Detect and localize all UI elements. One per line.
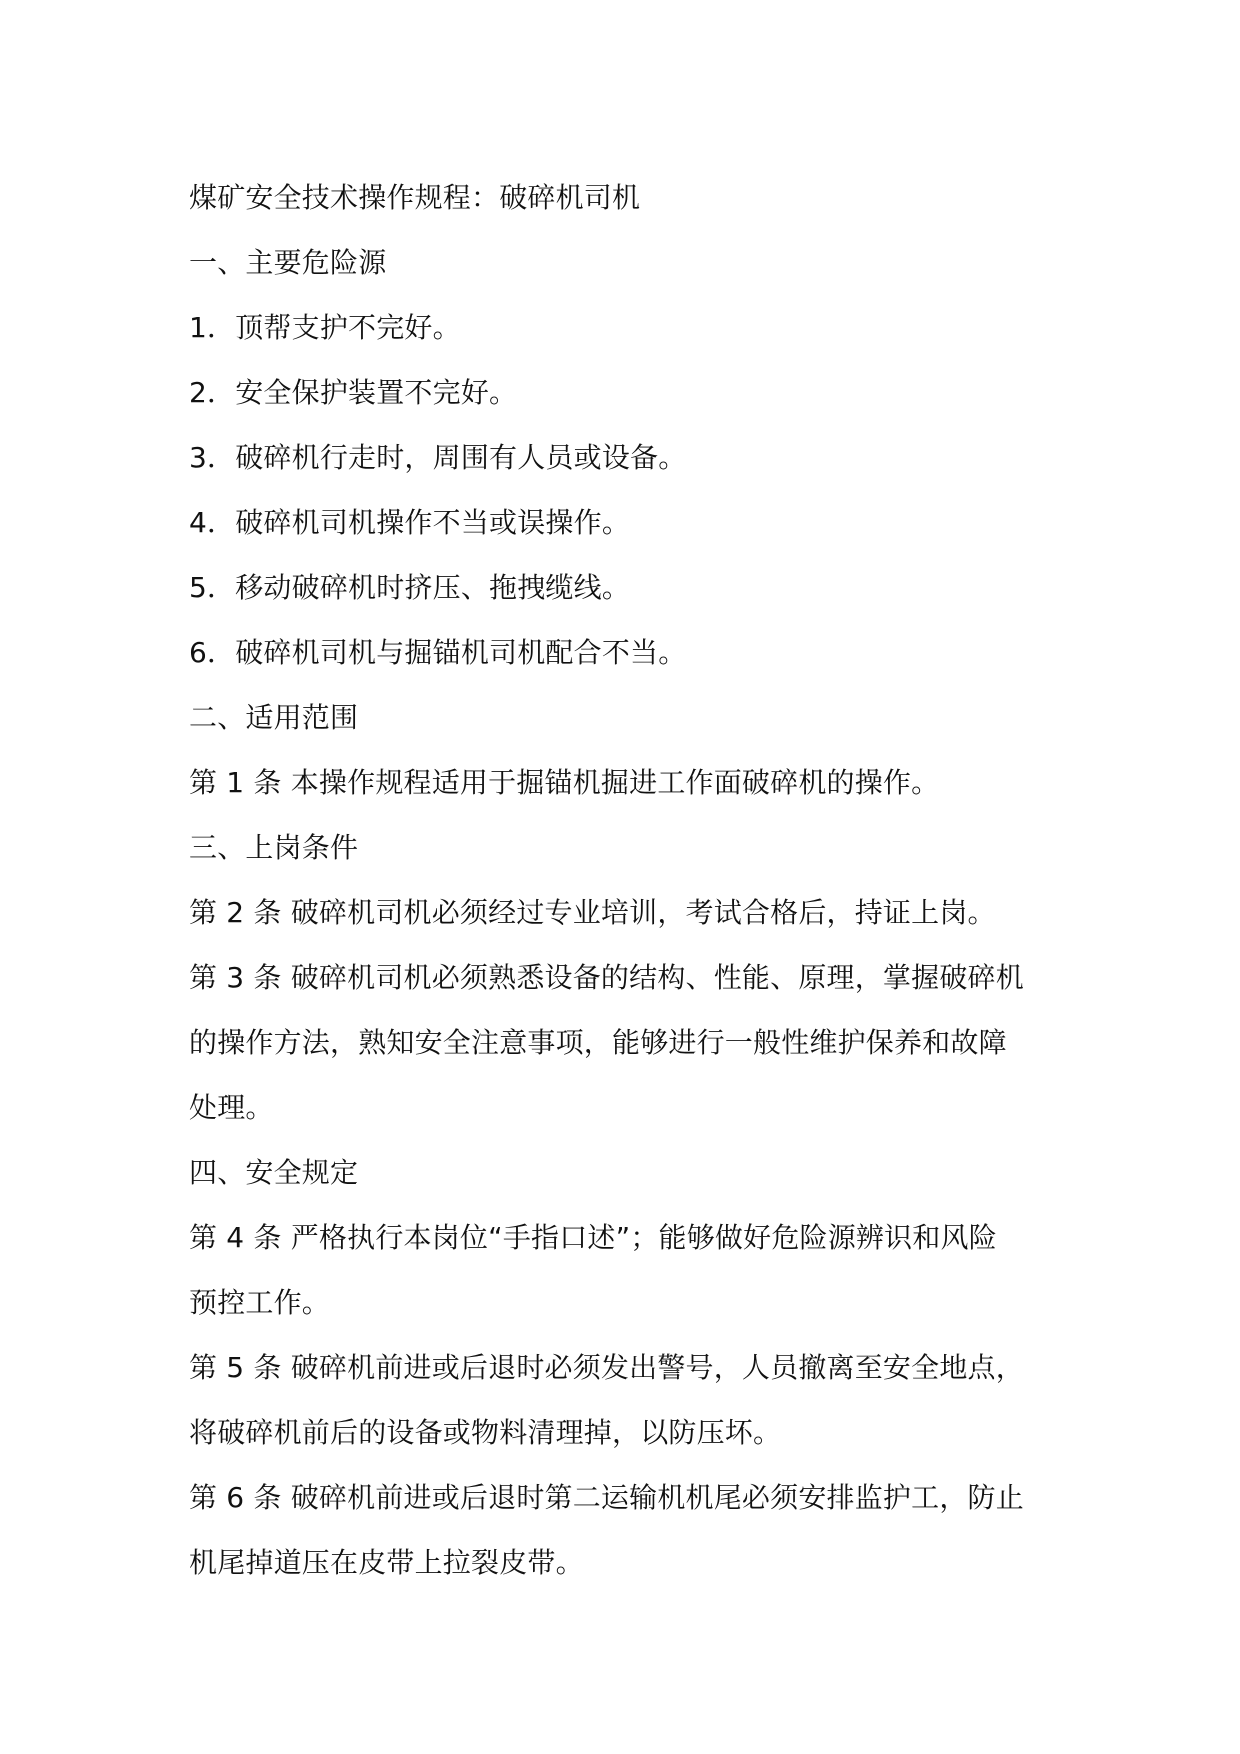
section-heading-hazards: 一、主要危险源 bbox=[189, 246, 387, 279]
section-heading-scope: 二、适用范围 bbox=[189, 701, 359, 734]
article-3-line-3: 处理。 bbox=[189, 1091, 274, 1124]
article-4-line-1: 第 4 条 严格执行本岗位“手指口述”；能够做好危险源辨识和风险 bbox=[189, 1221, 997, 1254]
document-title: 煤矿安全技术操作规程：破碎机司机 bbox=[189, 181, 641, 214]
article-6-line-1: 第 6 条 破碎机前进或后退时第二运输机机尾必须安排监护工，防止 bbox=[189, 1481, 1024, 1514]
list-item: 2．安全保护装置不完好。 bbox=[189, 376, 518, 409]
list-item: 5．移动破碎机时挤压、拖拽缆线。 bbox=[189, 571, 631, 604]
article-5-line-1: 第 5 条 破碎机前进或后退时必须发出警号，人员撤离至安全地点， bbox=[189, 1351, 1024, 1384]
section-heading-safety-rules: 四、安全规定 bbox=[189, 1156, 359, 1189]
article-3-line-1: 第 3 条 破碎机司机必须熟悉设备的结构、性能、原理，掌握破碎机 bbox=[189, 961, 1024, 994]
article-6-line-2: 机尾掉道压在皮带上拉裂皮带。 bbox=[189, 1546, 584, 1579]
list-item: 4．破碎机司机操作不当或误操作。 bbox=[189, 506, 631, 539]
article-2: 第 2 条 破碎机司机必须经过专业培训，考试合格后，持证上岗。 bbox=[189, 896, 996, 929]
article-4-line-2: 预控工作。 bbox=[189, 1286, 331, 1319]
article-1: 第 1 条 本操作规程适用于掘锚机掘进工作面破碎机的操作。 bbox=[189, 766, 940, 799]
article-5-line-2: 将破碎机前后的设备或物料清理掉，以防压坏。 bbox=[189, 1416, 782, 1449]
list-item: 1．顶帮支护不完好。 bbox=[189, 311, 461, 344]
list-item: 6．破碎机司机与掘锚机司机配合不当。 bbox=[189, 636, 687, 669]
document-body bbox=[189, 165, 1059, 1595]
list-item: 3．破碎机行走时，周围有人员或设备。 bbox=[189, 441, 687, 474]
article-3-line-2: 的操作方法，熟知安全注意事项，能够进行一般性维护保养和故障 bbox=[189, 1026, 1007, 1059]
section-heading-qualifications: 三、上岗条件 bbox=[189, 831, 359, 864]
